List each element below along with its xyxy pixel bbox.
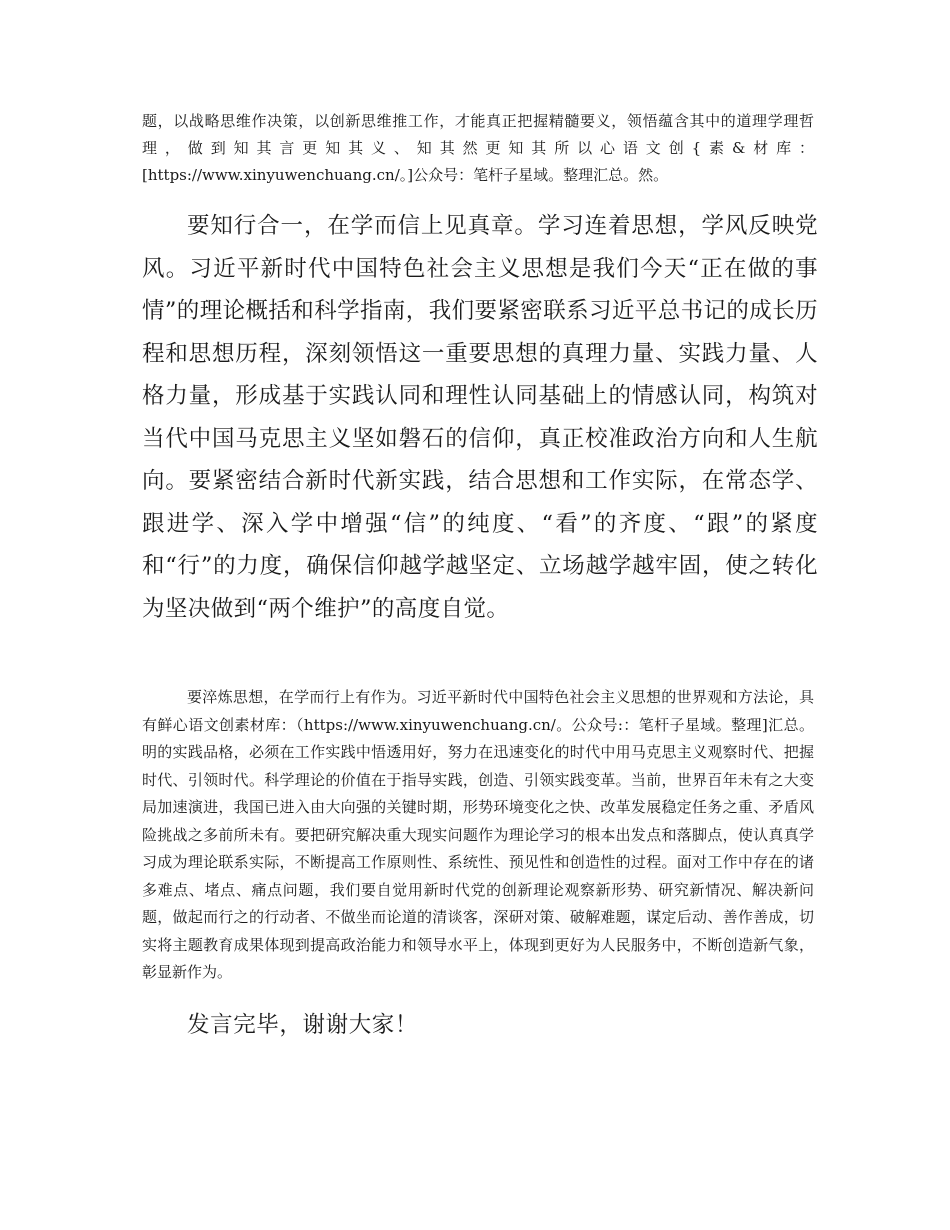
paragraph-intro-fragment: 题，以战略思维作决策，以创新思维推工作，才能真正把握精髓要义，领悟蕴含其中的道理学理哲理，做到知其言更知其义、知其然更知其所以心语文创{素&材库：[https://www.xinyuwenchuang.cn/。]公众号：笔杆子星域。整理汇总。然。: [142, 112, 814, 184]
paragraph-temper-thinking: 要淬炼思想，在学而行上有作为。习近平新时代中国特色社会主义思想的世界观和方法论，具有鲜心语文创素材库：（https://www.xinyuwenchuang.cn/。公众号:：笔杆子星域。整理]汇总。明的实践品格，必须在工作实践中悟透用好，努力在迅速变化的时代中用马克思主义观察时代、把握时代、引领时代。科学理论的价值在于指导实践，创造、引领实践变革。当前，世界百年未有之大变局加速演进，我国已进入由大向强的关键时期，形势环境变化之快、改革发展稳定任务之重、矛盾风险挑战之多前所未有。要把研究解决重大现实问题作为理论学习的根本出发点和落脚点，使认真真学习成为理论联系实际，不断提高工作原则性、系统性、预见性和创造性的过程。面对工作中存在的诸多难点、堵点、痛点问题，我们要自觉用新时代党的创新理论观察新形势、研究新情况、解决新问题，做起而行之的行动者、不做坐而论道的清谈客，深研对策、破解难题，谋定后动、善作善成，切实将主题教育成果体现到提高政治能力和领导水平上，体现到更好为人民服务中，不断创造新气象，彰显新作为。: [142, 688, 814, 981]
paragraph-closing: 发言完毕，谢谢大家！: [187, 1012, 419, 1038]
paragraph-unity-of-knowing-and-doing: 要知行合一，在学而信上见真章。学习连着思想，学风反映党风。习近平新时代中国特色社会主义思想是我们今天“正在做的事情”的理论概括和科学指南，我们要紧密联系习近平总书记的成长历程和思想历程，深刻领悟这一重要思想的真理力量、实践力量、人格力量，形成基于实践认同和理性认同基础上的情感认同，构筑对当代中国马克思主义坚如磐石的信仰，真正校准政治方向和人生航向。要紧密结合新时代新实践，结合思想和工作实际，在常态学、跟进学、深入学中增强“信”的纯度、“看”的齐度、“跟”的紧度和“行”的力度，确保信仰越学越坚定、立场越学越牢固，使之转化为坚决做到“两个维护”的高度自觉。: [142, 213, 819, 622]
